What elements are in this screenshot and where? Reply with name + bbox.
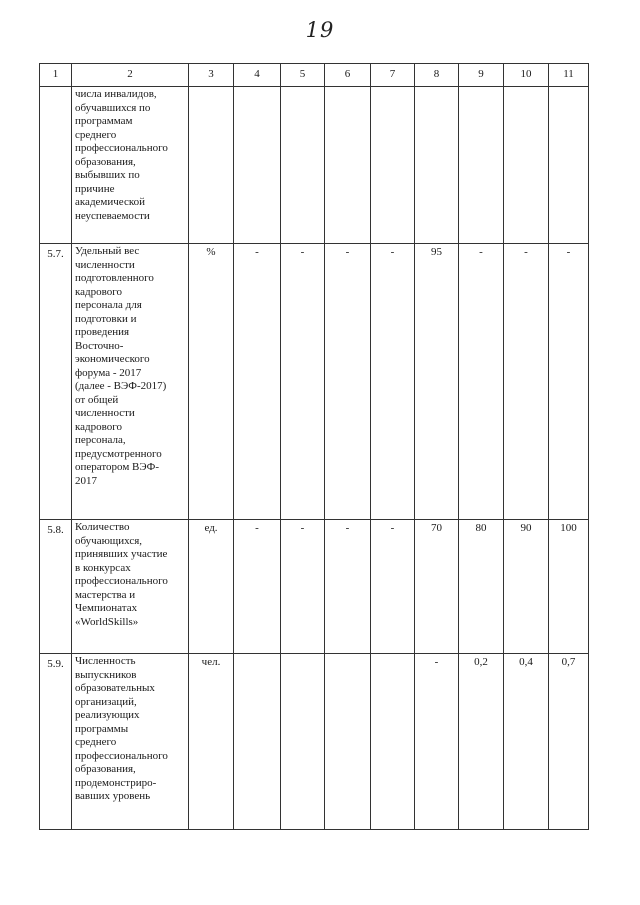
description-line: Численность [75, 655, 136, 667]
description-line: оператором ВЭФ- [75, 461, 160, 473]
header-cell-2: 2 [72, 64, 189, 87]
description-line: принявших участие [75, 548, 168, 560]
unit-cell [189, 87, 234, 244]
description-line: персонала для [75, 299, 142, 311]
description-line: неуспеваемости [75, 209, 150, 222]
description-line: (далее - ВЭФ-2017) [75, 380, 167, 392]
indicator-description [72, 520, 189, 654]
description-line: подготовленного [75, 272, 154, 284]
value-cell-col-7 [371, 654, 415, 830]
description-line: профессионального [75, 142, 168, 154]
description-line: образования, [75, 763, 136, 775]
description-line: Удельный вес [75, 245, 140, 257]
header-cell-6: 6 [325, 64, 371, 87]
value-cell-col-8: 70 [415, 520, 459, 654]
description-line: проведения [75, 326, 130, 338]
header-cell-8: 8 [415, 64, 459, 87]
header-cell-4: 4 [234, 64, 281, 87]
description-line: продемонстриро- [75, 776, 157, 789]
value-cell-col-4 [234, 87, 281, 244]
unit-cell: ед. [189, 520, 234, 654]
value-cell-col-8: - [415, 654, 459, 830]
description-line: от общей [75, 393, 119, 406]
header-cell-10: 10 [504, 64, 549, 87]
value-cell-col-5 [281, 87, 325, 244]
value-cell-col-4: - [234, 244, 281, 520]
description-line: профессионального [75, 575, 168, 587]
indicator-description [72, 87, 189, 244]
value-cell-col-11: 100 [549, 520, 589, 654]
header-cell-7: 7 [371, 64, 415, 87]
value-cell-col-9 [459, 87, 504, 244]
value-cell-col-9: 0,2 [459, 654, 504, 830]
value-cell-col-8 [415, 87, 459, 244]
header-row [40, 64, 589, 87]
description-line: обучающихся, [75, 534, 143, 547]
value-cell-col-10: 0,4 [504, 654, 549, 830]
description-line: кадрового [75, 285, 123, 298]
value-cell-col-6: - [325, 520, 371, 654]
description-line: организаций, [75, 695, 137, 708]
value-cell-col-9: - [459, 244, 504, 520]
description-line: в конкурсах [75, 561, 131, 574]
description-line: мастерства и [75, 588, 136, 601]
description-line: предусмотренного [75, 447, 162, 460]
description-line: числа инвалидов, [75, 88, 157, 100]
value-cell-col-11: - [549, 244, 589, 520]
value-cell-col-7 [371, 87, 415, 244]
row-number: 5.9. [40, 654, 72, 830]
description-line: программы [75, 722, 129, 735]
table-row [40, 520, 589, 654]
description-line: Количество [75, 521, 130, 533]
description-line: причине [75, 182, 115, 195]
indicator-description [72, 654, 189, 830]
description-line: образовательных [75, 682, 155, 694]
value-cell-col-10: - [504, 244, 549, 520]
description-line: среднего [75, 736, 117, 748]
unit-cell: чел. [189, 654, 234, 830]
table-row [40, 654, 589, 830]
header-cell-3: 3 [189, 64, 234, 87]
description-line: подготовки и [75, 312, 137, 325]
header-cell-9: 9 [459, 64, 504, 87]
description-line: выбывших по [75, 169, 140, 181]
description-line: «WorldSkills» [75, 615, 139, 628]
value-cell-col-4: - [234, 520, 281, 654]
row-number [40, 87, 72, 244]
value-cell-col-10: 90 [504, 520, 549, 654]
value-cell-col-9: 80 [459, 520, 504, 654]
value-cell-col-5: - [281, 520, 325, 654]
row-number: 5.7. [40, 244, 72, 520]
description-line: вавших уровень [75, 790, 151, 802]
description-line: 2017 [75, 474, 97, 487]
description-line: Чемпионатах [75, 602, 138, 614]
page-number: 19 [305, 18, 335, 42]
value-cell-col-5: - [281, 244, 325, 520]
description-line: форума - 2017 [75, 366, 142, 379]
header-cell-5: 5 [281, 64, 325, 87]
description-line: Восточно- [75, 339, 124, 352]
description-line: обучавшихся по [75, 101, 151, 114]
value-cell-col-6: - [325, 244, 371, 520]
description-line: программам [75, 115, 133, 127]
description-line: среднего [75, 128, 117, 141]
description-line: численности [75, 407, 135, 419]
value-cell-col-11: 0,7 [549, 654, 589, 830]
description-line: профессионального [75, 749, 168, 762]
value-cell-col-4 [234, 654, 281, 830]
value-cell-col-5 [281, 654, 325, 830]
value-cell-col-6 [325, 87, 371, 244]
header-cell-11: 11 [549, 64, 589, 87]
header-cell-1: 1 [40, 64, 72, 87]
description-line: экономического [75, 353, 150, 365]
value-cell-col-7: - [371, 244, 415, 520]
row-number: 5.8. [40, 520, 72, 654]
value-cell-col-7: - [371, 520, 415, 654]
value-cell-col-11 [549, 87, 589, 244]
description-line: кадрового [75, 420, 123, 433]
value-cell-col-10 [504, 87, 549, 244]
description-line: численности [75, 258, 135, 271]
table-row [40, 244, 589, 520]
table-row [40, 87, 589, 244]
value-cell-col-6 [325, 654, 371, 830]
description-line: академической [75, 196, 146, 208]
description-line: выпускников [75, 668, 137, 681]
unit-cell: % [189, 244, 234, 520]
value-cell-col-8: 95 [415, 244, 459, 520]
description-line: реализующих [75, 709, 140, 721]
indicator-table [39, 63, 589, 830]
description-line: персонала, [75, 434, 126, 446]
description-line: образования, [75, 155, 136, 168]
indicator-description [72, 244, 189, 520]
